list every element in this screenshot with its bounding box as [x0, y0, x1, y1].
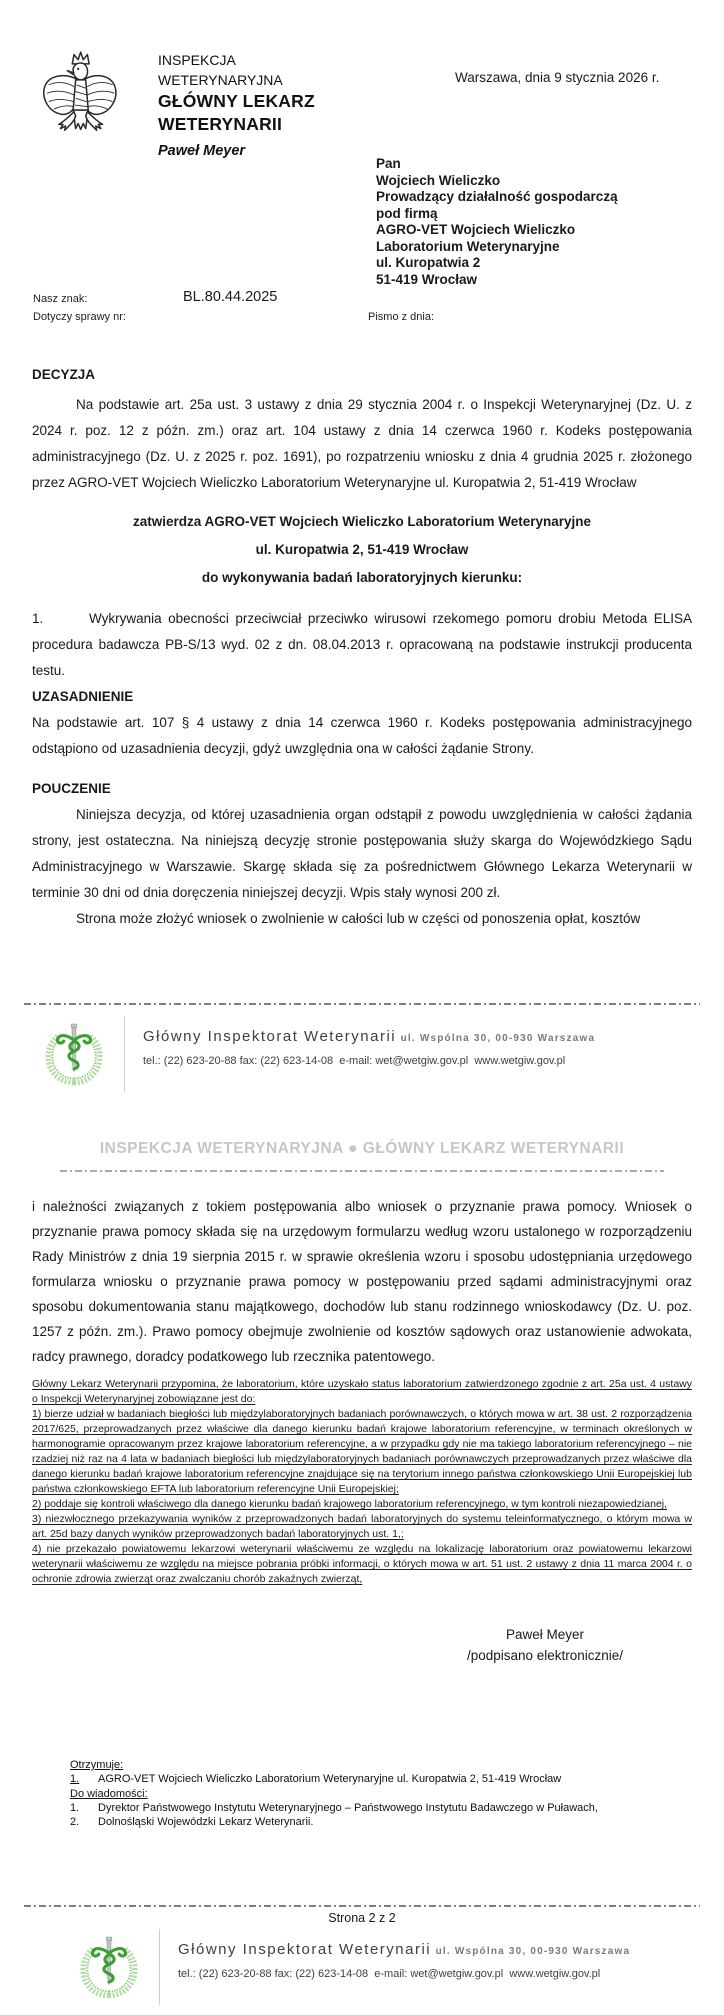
approval-statement [32, 508, 692, 592]
distribution-list [70, 1758, 684, 1829]
org-title-line: GŁÓWNY LEKARZ [158, 91, 315, 111]
uzasadnienie-paragraph: Na podstawie art. 107 § 4 ustawy z dnia 14 czerwca 1960 r. Kodeks postępowania administracyjnego odstąpiono od uzasadnienia decyzji, gdyż uwzględnia ona w całości żądanie Strony. [32, 715, 692, 756]
fine-print-paragraph: 4) nie przekazało powiatowemu lekarzowi weterynarii właściwemu ze względu na lokalizację laboratorium oraz powiatowemu lekarzowi weterynarii właściwemu ze względu na miejsce pobrania próbki informacji, o których mowa w art. 51 ust. 2 ustawy z dnia 11 marca 2004 r. o ochronie zdrowia zwierząt oraz zwalczaniu chorób zakaźnych zwierząt, [32, 1543, 692, 1585]
fine-print-paragraph: 3) niezwłocznego przekazywania wyników z przeprowadzonych badań laboratoryjnych do systemu teleinformatycznego, o którym mowa w art. 25d bazy danych wyników przeprowadzonych badań laboratoryjnych ust. 1,; [32, 1513, 692, 1540]
list-item [70, 1772, 684, 1786]
recipient-block [376, 156, 618, 288]
footer-org-name: Główny Inspektorat Weterynarii [143, 1028, 397, 1045]
recipient-line: Wojciech Wieliczko [376, 172, 501, 188]
pouczenie-title: POUCZENIE [32, 781, 111, 796]
fine-print-paragraph: 2) poddaje się kontroli właściwego dla danego kierunku badań krajowego laboratorium referencyjnego, w tym kontroli niezapowiedzianej, [32, 1498, 668, 1510]
decision-intro-paragraph: Na podstawie art. 25a ust. 3 ustawy z dnia 29 stycznia 2004 r. o Inspekcji Weterynaryjnej (Dz. U. z 2024 r. poz. 12 z późn. zm.) oraz art. 104 ustawy z dnia 14 czerwca 1960 r. Kodeks postępowania administracyjnego (Dz. U. z 2025 r. poz. 1691), po rozpatrzeniu wniosku z dnia 4 grudnia 2025 r. złożonego przez AGRO-VET Wojciech Wieliczko Laboratorium Weterynaryjne ul. Kuropatwia 2, 51-419 Wrocław [32, 397, 692, 490]
dashed-divider [24, 1905, 700, 1907]
page-indicator: Strona 2 z 2 [328, 1911, 396, 1925]
recipient-line: Pan [376, 156, 401, 171]
list-item-text: Dolnośląski Wojewódzki Lekarz Weterynarii. [98, 1816, 314, 1829]
footer-contact-line: tel.: (22) 623-20-88 fax: (22) 623-14-08 e-mail: wet@wetgiw.gov.pl www.wetgiw.gov.pl [143, 1055, 566, 1067]
signature-name: Paweł Meyer [505, 1627, 585, 1642]
signer-name: Paweł Meyer [158, 143, 246, 159]
footer-vertical-divider [124, 1016, 125, 1092]
list-item [70, 1815, 684, 1829]
approval-line: ul. Kuropatwia 2, 51-419 Wrocław [255, 542, 469, 557]
signature-block [415, 1624, 675, 1666]
recipient-line: Prowadzący działalność gospodarczą [376, 189, 618, 204]
dotyczy-sprawy-label: Dotyczy sprawy nr: [33, 311, 126, 323]
footer-org-address: ul. Wspólna 30, 00-930 Warszawa [400, 1033, 596, 1044]
otrzymuje-label: Otrzymuje: [70, 1759, 124, 1771]
list-item-number: 2. [70, 1816, 80, 1829]
sword-glyph [106, 1937, 111, 1985]
org-name-line: INSPEKCJA [158, 52, 236, 68]
list-item-text: AGRO-VET Wojciech Wieliczko Laboratorium Weterynaryjne ul. Kuropatwia 2, 51-419 Wrocław [98, 1773, 562, 1786]
veterinary-caduceus-logo-icon [75, 1929, 143, 2005]
footer-contact-line: tel.: (22) 623-20-88 fax: (22) 623-14-08 e-mail: wet@wetgiw.gov.pl www.wetgiw.gov.pl [178, 1968, 601, 1980]
org-name-line: WETERYNARYJNA [158, 72, 283, 88]
fine-print-paragraph: Główny Lekarz Weterynarii przypomina, że laboratorium, które uzyskało status laboratorium zatwierdzonego zgodnie z art. 25a ust. 4 ustawy o Inspekcji Weterynaryjnej zobowiązane jest do: [32, 1378, 692, 1405]
decision-title: DECYZJA [32, 367, 96, 382]
approval-line: do wykonywania badań laboratoryjnych kierunku: [201, 570, 523, 585]
legal-fine-print [32, 1377, 692, 1587]
item-text: Wykrywania obecności przeciwciał przeciwko wirusowi rzekomego pomoru drobiu Metoda ELISA procedura badawcza PB-S/13 wyd. 02 z dn. 08.04.2013 r. opracowaną na podstawie instrukcji producenta testu. [32, 611, 692, 678]
footer-org-address: ul. Wspólna 30, 00-930 Warszawa [435, 1946, 631, 1957]
list-item-number: 1. [70, 1801, 80, 1814]
recipient-line: pod firmą [376, 205, 438, 221]
do-wiadomosci-label: Do wiadomości: [70, 1787, 148, 1800]
recipient-line: AGRO-VET Wojciech Wieliczko [376, 222, 576, 237]
veterinary-caduceus-logo-icon [40, 1016, 108, 1092]
approved-test-item [32, 606, 692, 684]
page2-body [32, 1194, 692, 1587]
recipient-line: Laboratorium Weterynaryjne [376, 238, 560, 254]
page2-header-banner: INSPEKCJA WETERYNARYJNA ● GŁÓWNY LEKARZ WETERYNARII [99, 1140, 625, 1157]
approval-line: zatwierdza AGRO-VET Wojciech Wieliczko Laboratorium Weterynaryjne [133, 514, 591, 529]
footer-text-block [178, 1929, 630, 1980]
issuing-authority-block [158, 50, 315, 161]
sword-glyph [71, 1024, 76, 1072]
pouczenie-paragraph: Niniejsza decyzja, od której uzasadnienia organ odstąpił z powodu uwzględnienia w całości żądania strony, jest ostateczna. Na niniejszą decyzję stronie postępowania służy skarga do Wojewódzkiego Sądu Administracyjnego w Warszawie. Skargę składa się za pośrednictwem Głównego Lekarza Weterynarii w terminie 30 dni od dnia doręczenia niniejszej decyzji. Wpis stały wynosi 200 zł. [32, 807, 692, 900]
footer-org-name: Główny Inspektorat Weterynarii [178, 1941, 432, 1958]
list-item [70, 1801, 684, 1815]
decision-body [32, 362, 692, 932]
org-title-line: WETERYNARII [158, 114, 283, 134]
eagle-eye [77, 68, 79, 70]
fine-print-paragraph: 1) bierze udział w badaniach biegłości lub międzylaboratoryjnych badaniach porównawczych, o których mowa w art. 38 ust. 2 rozporządzenia 2017/625, przeprowadzanych przez właściwe dla danego kierunku badań krajowe laboratorium referencyjne, w terminach określonych w harmonogramie opracowanym przez krajowe laboratorium referencyjne, a w przypadku gdy nie ma takiego laboratorium referencyjnego – nie rzadziej niż raz na 4 lata w badaniach biegłości lub międzylaboratoryjnych badaniach porównawczych przeprowadzanych przez właściwe dla danego kierunku badań krajowe laboratorium referencyjne znajdujące się na terytorium innego państwa członkowskiego Unii Europejskiej lub państwa członkowskiego EFTA lub laboratorium referencyjne Unii Europejskiej; [32, 1408, 692, 1495]
pouczenie-continuation-paragraph: i należności związanych z tokiem postępowania albo wniosek o przyznanie prawa pomocy. Wniosek o przyznanie prawa pomocy składa się na urzędowym formularzu według wzoru ustalonego w rozporządzeniu Rady Ministrów z dnia 19 sierpnia 2015 r. w sprawie określenia wzoru i sposobu udostępniania urzędowego formularza wniosku o przyznanie prawa pomocy w postępowaniu przed sądami administracyjnymi oraz sposobu dokumentowania stanu majątkowego, dochodów lub stanu rodzinnego wnioskodawcy (Dz. U. poz. 1257 z późn. zm.). Prawo pomocy obejmuje zwolnienie od kosztów sądowych oraz ustanowienie adwokata, radcy prawnego, doradcy podatkowego lub rzecznika patentowego. [32, 1199, 692, 1364]
nasz-znak-label: Nasz znak: [33, 293, 88, 305]
list-item-number: 1. [70, 1773, 80, 1786]
signature-method: /podpisano elektronicznie/ [466, 1648, 624, 1663]
recipient-line: 51-419 Wrocław [376, 271, 478, 287]
footer-page-1 [40, 1016, 660, 1092]
footer-text-block [143, 1016, 595, 1067]
footer-vertical-divider [159, 1929, 160, 2005]
pouczenie-continuation-start: Strona może złożyć wniosek o zwolnienie w całości lub w części od ponoszenia opłat, kosztów [76, 911, 641, 926]
place-and-date: Warszawa, dnia 9 stycznia 2026 r. [455, 70, 660, 85]
list-item-text: Dyrektor Państwowego Instytutu Weterynaryjnego – Państwowego Instytutu Badawczego w Puławach, [98, 1801, 598, 1814]
coat-of-arms-eagle-icon [37, 44, 121, 156]
item-number: 1. [32, 611, 44, 626]
nasz-znak-value: BL.80.44.2025 [183, 289, 278, 305]
uzasadnienie-title: UZASADNIENIE [32, 689, 134, 704]
dashed-divider [24, 1003, 700, 1005]
footer-page-2 [75, 1929, 695, 2005]
recipient-line: ul. Kuropatwia 2 [376, 255, 481, 270]
pismo-z-dnia-label: Pismo z dnia: [368, 311, 435, 323]
dashed-divider [60, 1170, 664, 1172]
